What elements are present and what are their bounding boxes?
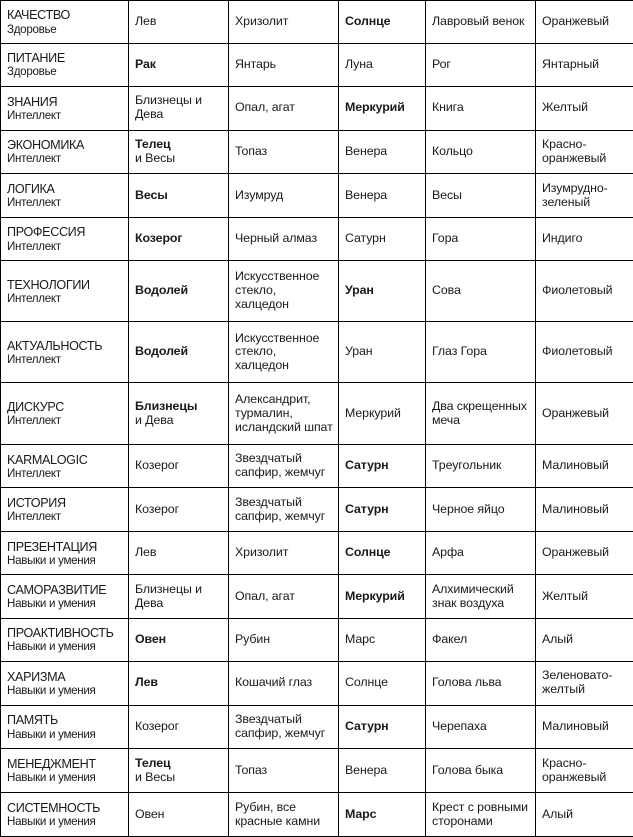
zodiac-value: Овен	[135, 631, 167, 646]
topic-sphere: Навыки и умения	[7, 597, 96, 611]
zodiac-value-extra: и Дева	[135, 412, 174, 427]
topic-name: ПРОФЕССИЯ	[7, 225, 86, 240]
planet-cell: Марс	[339, 618, 426, 661]
symbol-cell: Крест с ровными сторонами	[426, 793, 536, 837]
topic-sphere: Интеллект	[7, 510, 61, 524]
zodiac-cell	[129, 661, 229, 705]
planet-cell: Меркурий	[339, 86, 426, 130]
symbol-cell: Глаз Гора	[426, 322, 536, 383]
topic-name: КАЧЕСТВО	[7, 8, 70, 23]
zodiac-cell	[129, 174, 229, 218]
topic-name: ЛОГИКА	[7, 182, 55, 197]
zodiac-value-extra: и Весы	[135, 150, 176, 165]
zodiac-cell	[129, 260, 229, 321]
symbol-cell: Кольцо	[426, 130, 536, 174]
zodiac-value: Близнецы и Дева	[135, 581, 202, 610]
stone-cell: Топаз	[229, 749, 339, 793]
stone-cell: Звездчатый сапфир, жемчуг	[229, 705, 339, 749]
planet-cell: Уран	[339, 322, 426, 383]
symbol-cell: Треугольник	[426, 444, 536, 488]
planet-cell: Солнце	[339, 1, 426, 44]
planet-cell: Сатурн	[339, 444, 426, 488]
zodiac-cell	[129, 1, 229, 44]
symbol-cell: Алхимический знак воздуха	[426, 575, 536, 619]
topic-cell	[1, 130, 129, 174]
stone-cell: Черный алмаз	[229, 218, 339, 261]
table-row	[1, 130, 633, 174]
symbol-cell: Два скрещенных меча	[426, 383, 536, 444]
zodiac-cell	[129, 130, 229, 174]
topic-sphere: Навыки и умения	[7, 640, 96, 654]
planet-cell: Сатурн	[339, 218, 426, 261]
zodiac-cell	[129, 793, 229, 837]
topic-name: МЕНЕДЖМЕНТ	[7, 757, 96, 772]
color-cell: Индиго	[536, 218, 633, 261]
topic-name: ДИСКУРС	[7, 400, 65, 415]
topic-cell	[1, 444, 129, 488]
symbol-cell: Лавровый венок	[426, 1, 536, 44]
topic-sphere: Интеллект	[7, 239, 61, 253]
zodiac-cell	[129, 322, 229, 383]
zodiac-value: Козерог	[135, 231, 183, 246]
topic-cell	[1, 618, 129, 661]
topic-cell	[1, 1, 129, 44]
topic-cell	[1, 575, 129, 619]
stone-cell: Изумруд	[229, 174, 339, 218]
planet-cell: Венера	[339, 749, 426, 793]
color-cell: Красно-оранжевый	[536, 749, 633, 793]
color-cell: Фиолетовый	[536, 322, 633, 383]
topic-name: АКТУАЛЬНОСТЬ	[7, 338, 103, 353]
zodiac-cell	[129, 705, 229, 749]
stone-cell: Топаз	[229, 130, 339, 174]
topic-cell	[1, 793, 129, 837]
planet-cell: Солнце	[339, 532, 426, 575]
topic-name: ПРЕЗЕНТАЦИЯ	[7, 539, 97, 554]
table-row	[1, 532, 633, 575]
table-body	[1, 1, 633, 837]
table-row	[1, 174, 633, 218]
planet-cell: Луна	[339, 43, 426, 86]
planet-cell: Венера	[339, 174, 426, 218]
planet-cell: Сатурн	[339, 488, 426, 532]
topic-sphere: Интеллект	[7, 196, 61, 210]
table-row	[1, 444, 633, 488]
symbol-cell: Черное яйцо	[426, 488, 536, 532]
zodiac-value: Водолей	[135, 344, 188, 359]
topic-sphere: Интеллект	[7, 291, 61, 305]
symbol-cell: Книга	[426, 86, 536, 130]
planet-cell: Меркурий	[339, 383, 426, 444]
topic-sphere: Интеллект	[7, 152, 61, 166]
table-row	[1, 705, 633, 749]
topic-name: KARMALOGIC	[7, 452, 88, 467]
zodiac-cell	[129, 575, 229, 619]
table-row	[1, 43, 633, 86]
topic-cell	[1, 488, 129, 532]
topic-sphere: Интеллект	[7, 466, 61, 480]
zodiac-value: Весы	[135, 187, 168, 202]
color-cell: Фиолетовый	[536, 260, 633, 321]
zodiac-value: Козерог	[135, 501, 180, 516]
color-cell: Алый	[536, 793, 633, 837]
color-cell: Янтарный	[536, 43, 633, 86]
zodiac-cell	[129, 43, 229, 86]
table-row	[1, 618, 633, 661]
zodiac-cell	[129, 532, 229, 575]
table-row	[1, 383, 633, 444]
color-cell: Желтый	[536, 86, 633, 130]
table-row	[1, 322, 633, 383]
zodiac-value: Водолей	[135, 283, 188, 298]
zodiac-value: Козерог	[135, 719, 180, 733]
topic-sphere: Интеллект	[7, 108, 61, 122]
topic-sphere: Навыки и умения	[7, 553, 96, 567]
symbol-cell: Черепаха	[426, 705, 536, 749]
zodiac-value: Близнецы и Дева	[135, 93, 202, 122]
zodiac-value: Рак	[135, 56, 156, 71]
zodiac-value: Овен	[135, 806, 165, 821]
stone-cell: Искусственное стекло, халцедон	[229, 260, 339, 321]
topic-cell	[1, 174, 129, 218]
table-row	[1, 575, 633, 619]
zodiac-value: Козерог	[135, 458, 180, 473]
color-cell: Оранжевый	[536, 1, 633, 44]
symbol-cell: Весы	[426, 174, 536, 218]
zodiac-value-extra: и Весы	[135, 769, 176, 784]
topic-name: ПРОАКТИВНОСТЬ	[7, 626, 114, 641]
topic-cell	[1, 322, 129, 383]
stone-cell: Александрит, турмалин, исландский шпат	[229, 383, 339, 444]
table-row	[1, 661, 633, 705]
topic-name: ЗНАНИЯ	[7, 94, 58, 109]
zodiac-value: Лев	[135, 14, 157, 28]
zodiac-cell	[129, 618, 229, 661]
color-cell: Оранжевый	[536, 383, 633, 444]
table-row	[1, 793, 633, 837]
topic-sphere: Интеллект	[7, 414, 61, 428]
color-cell: Изумрудно-зеленый	[536, 174, 633, 218]
symbol-cell: Факел	[426, 618, 536, 661]
table-row	[1, 1, 633, 44]
planet-cell: Сатурн	[339, 705, 426, 749]
topic-sphere: Здоровье	[7, 22, 57, 36]
topic-name: ЭКОНОМИКА	[7, 138, 85, 153]
topic-cell	[1, 43, 129, 86]
stone-cell: Рубин, все красные камни	[229, 793, 339, 837]
zodiac-value: Телец	[135, 755, 171, 770]
topic-sphere: Интеллект	[7, 352, 61, 366]
zodiac-value: Лев	[135, 545, 157, 560]
table-row	[1, 749, 633, 793]
color-cell: Оранжевый	[536, 532, 633, 575]
topic-cell	[1, 749, 129, 793]
planet-cell: Венера	[339, 130, 426, 174]
symbol-cell: Гора	[426, 218, 536, 261]
topic-sphere: Навыки и умения	[7, 771, 96, 785]
color-cell: Малиновый	[536, 488, 633, 532]
topic-cell	[1, 383, 129, 444]
zodiac-cell	[129, 444, 229, 488]
zodiac-cell	[129, 488, 229, 532]
zodiac-value: Телец	[135, 137, 171, 152]
stone-cell: Опал, агат	[229, 86, 339, 130]
symbol-cell: Рог	[426, 43, 536, 86]
color-cell: Зеленовато-желтый	[536, 661, 633, 705]
zodiac-value: Лев	[135, 675, 158, 690]
stone-cell: Хризолит	[229, 532, 339, 575]
topic-cell	[1, 705, 129, 749]
topic-name: СИСТЕМНОСТЬ	[7, 801, 101, 815]
planet-cell: Марс	[339, 793, 426, 837]
topic-cell	[1, 661, 129, 705]
topic-name: ИСТОРИЯ	[7, 496, 66, 511]
color-cell: Малиновый	[536, 705, 633, 749]
table-row	[1, 488, 633, 532]
topic-name: САМОРАЗВИТИЕ	[7, 582, 107, 597]
zodiac-cell	[129, 749, 229, 793]
stone-cell: Опал, агат	[229, 575, 339, 619]
stone-cell: Рубин	[229, 618, 339, 661]
table-row	[1, 218, 633, 261]
zodiac-cell	[129, 218, 229, 261]
symbol-cell: Голова льва	[426, 661, 536, 705]
topic-cell	[1, 260, 129, 321]
topic-sphere: Навыки и умения	[7, 815, 96, 829]
color-cell: Желтый	[536, 575, 633, 619]
topic-cell	[1, 532, 129, 575]
topic-name: ПИТАНИЕ	[7, 51, 65, 66]
topic-name: ТЕХНОЛОГИИ	[7, 277, 90, 292]
stone-cell: Звездчатый сапфир, жемчуг	[229, 444, 339, 488]
color-cell: Алый	[536, 618, 633, 661]
topic-sphere: Навыки и умения	[7, 683, 96, 697]
topic-cell	[1, 86, 129, 130]
topic-name: ПАМЯТЬ	[7, 713, 58, 728]
zodiac-cell	[129, 383, 229, 444]
stone-cell: Кошачий глаз	[229, 661, 339, 705]
topic-cell	[1, 218, 129, 261]
planet-cell: Меркурий	[339, 575, 426, 619]
topic-sphere: Здоровье	[7, 65, 57, 79]
symbol-cell: Сова	[426, 260, 536, 321]
zodiac-value: Близнецы	[135, 398, 198, 413]
color-cell: Малиновый	[536, 444, 633, 488]
table-row	[1, 86, 633, 130]
planet-cell: Солнце	[339, 661, 426, 705]
symbol-cell: Арфа	[426, 532, 536, 575]
symbol-cell: Голова быка	[426, 749, 536, 793]
stone-cell: Искусственное стекло, халцедон	[229, 322, 339, 383]
zodiac-cell	[129, 86, 229, 130]
stone-cell: Хризолит	[229, 1, 339, 44]
topic-sphere: Навыки и умения	[7, 727, 96, 741]
table-row	[1, 260, 633, 321]
stone-cell: Звездчатый сапфир, жемчуг	[229, 488, 339, 532]
planet-cell: Уран	[339, 260, 426, 321]
stone-cell: Янтарь	[229, 43, 339, 86]
topic-name: ХАРИЗМА	[7, 669, 66, 684]
color-cell: Красно-оранжевый	[536, 130, 633, 174]
